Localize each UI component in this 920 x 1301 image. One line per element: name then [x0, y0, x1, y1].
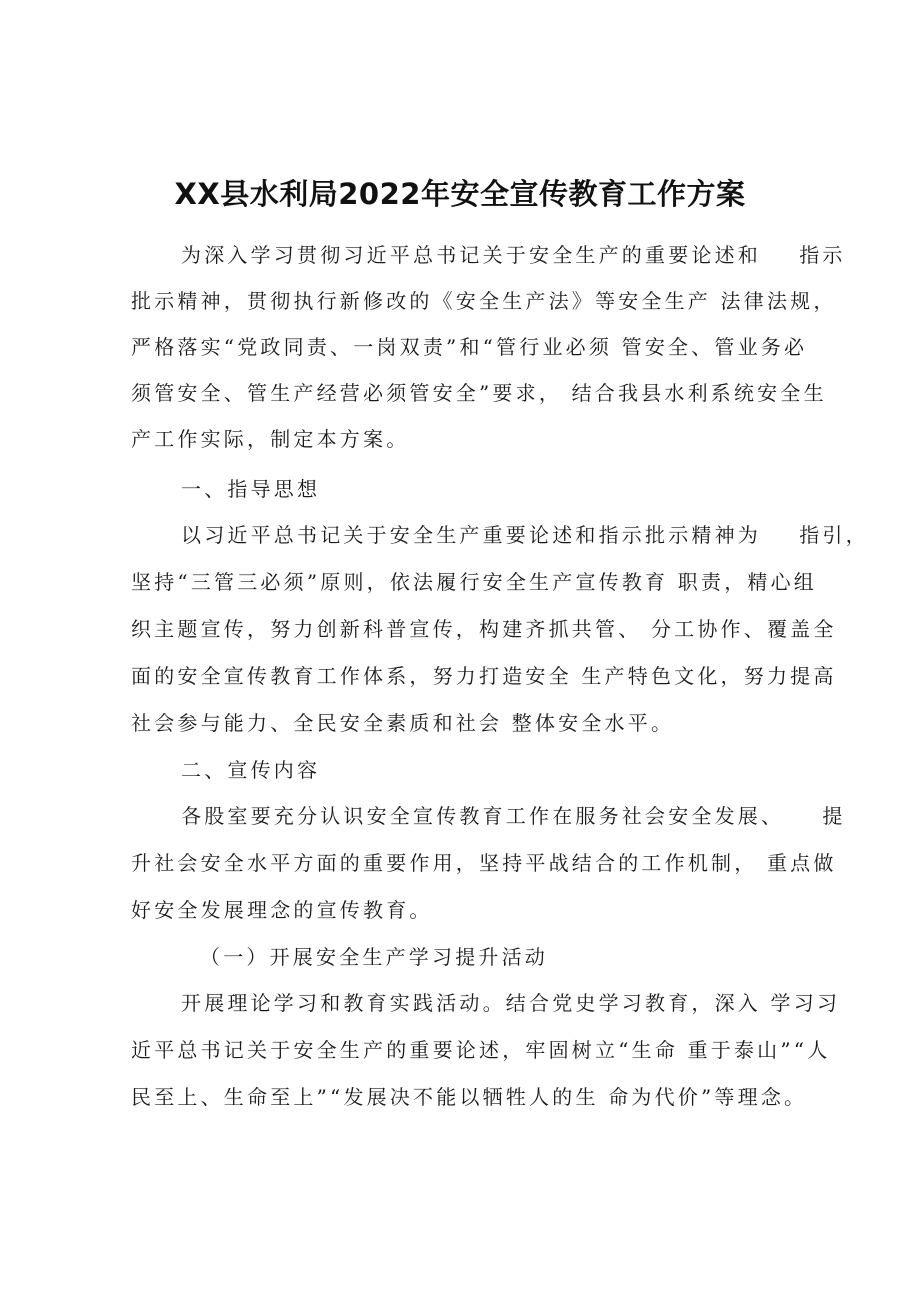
paragraph-4-line-1: 开展理论学习和教育实践活动。结合党史学习教育，深入 学习习 [181, 991, 841, 1015]
paragraph-1-line-1: 为深入学习贯彻习近平总书记关于安全生产的重要论述和 指示 [181, 243, 846, 267]
paragraph-2-line-2: 坚持“三管三必须”原则，依法履行安全生产宣传教育 职责，精心组 [131, 570, 818, 594]
paragraph-2-line-1: 以习近平总书记关于安全生产重要论述和指示批示精神为 指引， [181, 523, 869, 547]
subsection-heading-1: （一）开展安全生产学习提升活动 [200, 945, 548, 969]
paragraph-3-line-3: 好安全发展理念的宣传教育。 [131, 898, 433, 922]
paragraph-3-line-1: 各股室要充分认识安全宣传教育工作在服务社会安全发展、 提 [181, 804, 846, 828]
paragraph-2-line-3: 织主题宣传，努力创新科普宣传，构建齐抓共管、 分工协作、覆盖全 [131, 617, 837, 641]
paragraph-1-line-3: 严格落实“党政同责、一岗双责”和“管行业必须 管安全、管业务必 [131, 335, 808, 359]
paragraph-2-line-4: 面的安全宣传教育工作体系，努力打造安全 生产特色文化，努力提高 [131, 664, 837, 688]
paragraph-4-line-3: 民至上、生命至上”“发展决不能以牺牲人的生 命为代价”等理念。 [131, 1085, 808, 1109]
section-heading-2: 二、宣传内容 [181, 758, 321, 782]
paragraph-4-line-2: 近平总书记关于安全生产的重要论述，牢固树立“生命 重于泰山”“人 [131, 1038, 831, 1062]
paragraph-1-line-2: 批示精神，贯彻执行新修改的《安全生产法》等安全生产 法律法规， [131, 289, 837, 313]
paragraph-2-line-5: 社会参与能力、全民安全素质和社会 整体安全水平。 [131, 711, 675, 735]
paragraph-3-line-2: 升社会安全水平方面的重要作用，坚持平战结合的工作机制， 重点做 [131, 851, 837, 875]
section-heading-1: 一、指导思想 [181, 477, 321, 501]
document-title: XX县水利局2022年安全宣传教育工作方案 [174, 177, 746, 211]
paragraph-1-line-5: 产工作实际，制定本方案。 [131, 427, 410, 451]
paragraph-1-line-4: 须管安全、管生产经营必须管安全”要求， 结合我县水利系统安全生 [131, 381, 827, 405]
